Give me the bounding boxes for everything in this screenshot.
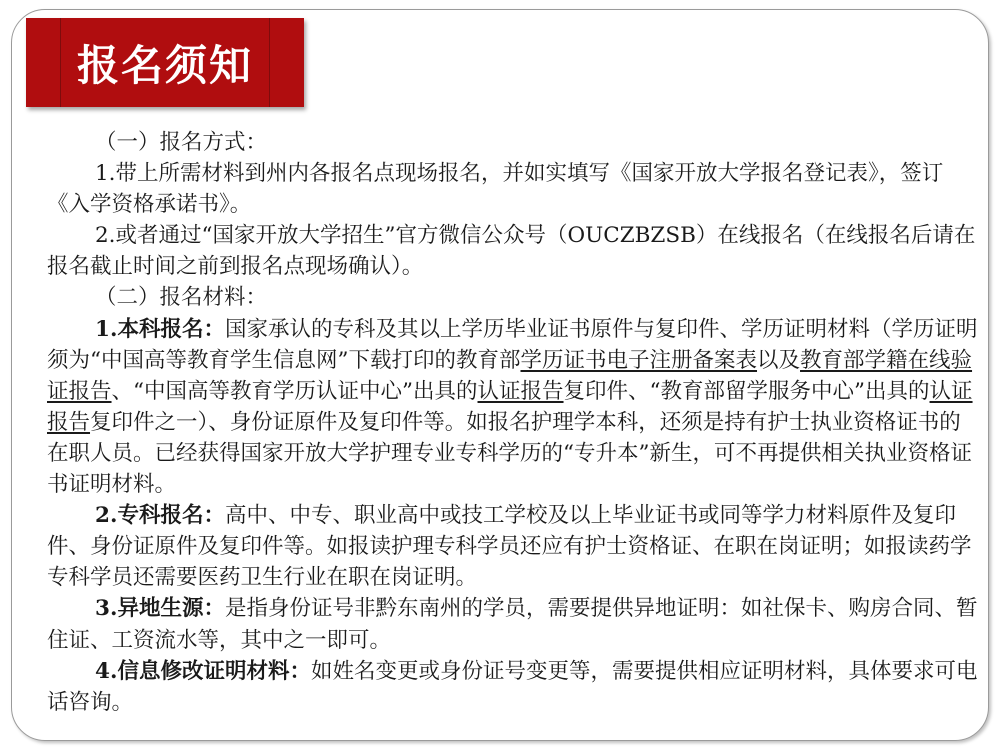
title-banner bbox=[26, 18, 304, 107]
bachelor-label: 1.本科报名： bbox=[95, 316, 225, 342]
bachelor-text: 、“中国高等教育学历认证中心”出具的 bbox=[111, 378, 478, 404]
section-heading-materials: （二）报名材料： bbox=[95, 285, 268, 311]
info-change-text: 如姓名变更或身份证号变更等，需要提供相应证明材料，具体要求可电话咨询。 bbox=[47, 658, 978, 715]
section-heading-method: （一）报名方式： bbox=[95, 130, 268, 155]
bachelor-text: 复印件、“教育部留学服务中心”出具的 bbox=[563, 378, 930, 404]
bachelor-text: 复印件之一）、身份证原件及复印件等。如报名护理学本科，还须是持有护士执业资格证书的在职人员。已经获得国家开放大学护理专业专科学历的“专升本”新生，可不再提供相关执业资格证书证明材料。 bbox=[47, 409, 972, 498]
underlined-term: 认证报告 bbox=[47, 378, 973, 435]
materials-associate bbox=[47, 500, 981, 593]
notice-body bbox=[47, 127, 981, 718]
underlined-term: 教育部学籍在线验证报告 bbox=[47, 347, 973, 404]
method-item-1: 1.带上所需材料到州内各报名点现场报名，并如实填写《国家开放大学报名登记表》，签订《入学资格承诺书》。 bbox=[47, 161, 944, 218]
underlined-term: 学历证书电子注册备案表 bbox=[520, 347, 758, 373]
materials-nonlocal bbox=[47, 593, 981, 655]
materials-info-change bbox=[47, 656, 981, 718]
nonlocal-text: 是指身份证号非黔东南州的学员，需要提供异地证明：如社保卡、购房合同、暂住证、工资流水等，其中之一即可。 bbox=[47, 596, 978, 653]
bachelor-text: 以及 bbox=[757, 347, 801, 373]
method-item-2: 2.或者通过“国家开放大学招生”官方微信公众号（OUCZBZSB）在线报名（在线报名后请在报名截止时间之前到报名点现场确认）。 bbox=[47, 223, 976, 280]
materials-bachelor bbox=[47, 314, 981, 501]
bachelor-text: 国家承认的专科及其以上学历毕业证书原件与复印件、学历证明材料（学历证明须为“中国高等教育学生信息网”下载打印的教育部 bbox=[47, 316, 978, 373]
nonlocal-label: 3.异地生源： bbox=[95, 596, 225, 622]
associate-label: 2.专科报名： bbox=[95, 503, 225, 529]
page-title: 报名须知 bbox=[76, 40, 253, 90]
associate-text: 高中、中专、职业高中或技工学校及以上毕业证书或同等学力材料原件及复印件、身份证原件及复印件等。如报读护理专科学员还应有护士资格证、在职在岗证明；如报读药学专科学员还需要医药卫生行业在职在岗证明。 bbox=[47, 503, 972, 591]
underlined-term: 认证报告 bbox=[477, 378, 564, 404]
info-change-label: 4.信息修改证明材料： bbox=[95, 658, 311, 684]
